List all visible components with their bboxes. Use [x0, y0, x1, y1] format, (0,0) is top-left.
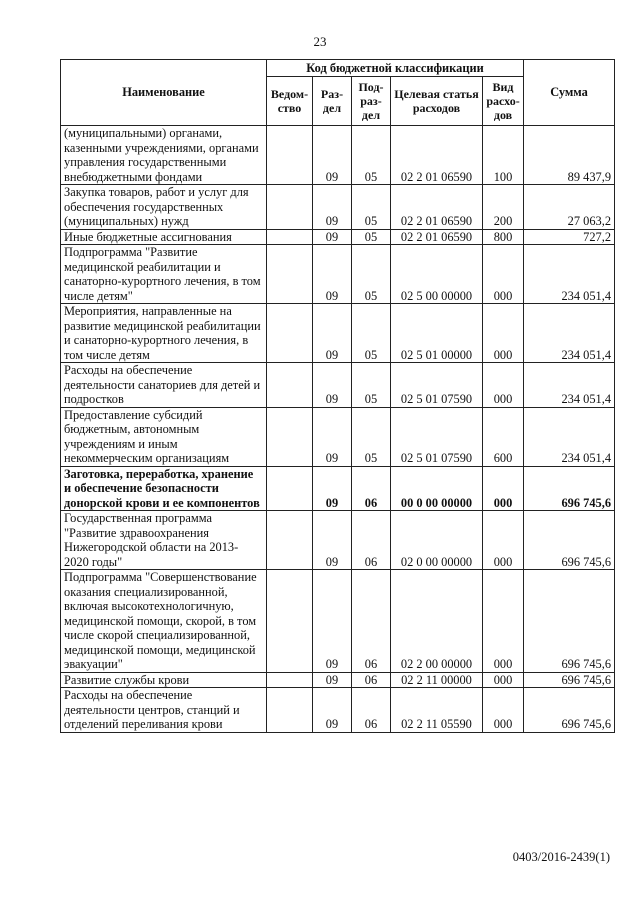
row-department [267, 245, 313, 304]
table-row [61, 466, 615, 511]
row-type: 600 [483, 407, 524, 466]
header-subsection: Под-раз-дел [352, 77, 391, 126]
row-subsection: 05 [352, 229, 391, 245]
row-target: 02 2 11 00000 [391, 672, 483, 688]
row-subsection: 06 [352, 570, 391, 673]
row-department [267, 688, 313, 733]
row-section: 09 [313, 363, 352, 408]
table-row [61, 570, 615, 673]
row-amount: 234 051,4 [524, 304, 615, 363]
row-amount: 696 745,6 [524, 688, 615, 733]
row-target: 02 5 01 00000 [391, 304, 483, 363]
header-section: Раз-дел [313, 77, 352, 126]
table-row [61, 304, 615, 363]
row-amount: 696 745,6 [524, 570, 615, 673]
row-department [267, 185, 313, 230]
budget-table [60, 59, 615, 733]
row-subsection: 06 [352, 688, 391, 733]
row-section: 09 [313, 245, 352, 304]
row-department [267, 407, 313, 466]
row-name: Подпрограмма "Совершенствование оказания специализированной, включая высокотехнологичную, медицинской помощи, скорой, в том числе скорой специализированной, медицинской помощи, медицинской эвакуации" [61, 570, 267, 673]
table-row [61, 688, 615, 733]
row-amount: 89 437,9 [524, 126, 615, 185]
row-name: Расходы на обеспечение деятельности санаториев для детей и подростков [61, 363, 267, 408]
row-subsection: 05 [352, 363, 391, 408]
row-section: 09 [313, 570, 352, 673]
table-row [61, 185, 615, 230]
row-section: 09 [313, 466, 352, 511]
table-row [61, 126, 615, 185]
row-department [267, 229, 313, 245]
row-amount: 696 745,6 [524, 466, 615, 511]
table-row [61, 363, 615, 408]
row-type: 100 [483, 126, 524, 185]
row-type: 000 [483, 466, 524, 511]
row-target: 02 2 00 00000 [391, 570, 483, 673]
row-department [267, 570, 313, 673]
row-type: 000 [483, 570, 524, 673]
row-department [267, 126, 313, 185]
header-amount: Сумма [524, 60, 615, 126]
row-name: Мероприятия, направленные на развитие медицинской реабилитации и санаторно-курортного лечения, в том числе детям [61, 304, 267, 363]
row-department [267, 363, 313, 408]
row-department [267, 466, 313, 511]
table-row [61, 407, 615, 466]
row-section: 09 [313, 126, 352, 185]
row-name: Подпрограмма "Развитие медицинской реабилитации и санаторно-курортного лечения, в том числе детям" [61, 245, 267, 304]
row-target: 02 2 01 06590 [391, 229, 483, 245]
table-row [61, 245, 615, 304]
row-name: Развитие службы крови [61, 672, 267, 688]
row-target: 02 0 00 00000 [391, 511, 483, 570]
row-section: 09 [313, 688, 352, 733]
row-section: 09 [313, 304, 352, 363]
row-type: 000 [483, 688, 524, 733]
row-section: 09 [313, 185, 352, 230]
table-row [61, 229, 615, 245]
row-target: 02 2 11 05590 [391, 688, 483, 733]
row-section: 09 [313, 511, 352, 570]
header-name: Наименование [61, 60, 267, 126]
row-name: (муниципальными) органами, казенными учреждениями, органами управления государственными внебюджетными фондами [61, 126, 267, 185]
row-target: 00 0 00 00000 [391, 466, 483, 511]
row-subsection: 05 [352, 126, 391, 185]
row-type: 000 [483, 304, 524, 363]
header-target: Целевая статья расходов [391, 77, 483, 126]
row-department [267, 304, 313, 363]
row-target: 02 2 01 06590 [391, 185, 483, 230]
row-amount: 696 745,6 [524, 672, 615, 688]
row-type: 800 [483, 229, 524, 245]
header-classification: Код бюджетной классификации [267, 60, 524, 77]
row-section: 09 [313, 229, 352, 245]
row-target: 02 2 01 06590 [391, 126, 483, 185]
row-amount: 234 051,4 [524, 245, 615, 304]
row-name: Закупка товаров, работ и услуг для обеспечения государственных (муниципальных) нужд [61, 185, 267, 230]
row-type: 200 [483, 185, 524, 230]
row-subsection: 05 [352, 407, 391, 466]
row-name: Расходы на обеспечение деятельности центров, станций и отделений переливания крови [61, 688, 267, 733]
row-amount: 234 051,4 [524, 363, 615, 408]
row-amount: 234 051,4 [524, 407, 615, 466]
document-code: 0403/2016-2439(1) [512, 850, 610, 864]
row-amount: 727,2 [524, 229, 615, 245]
row-section: 09 [313, 407, 352, 466]
row-target: 02 5 00 00000 [391, 245, 483, 304]
row-name: Государственная программа "Развитие здравоохранения Нижегородской области на 2013-2020 годы" [61, 511, 267, 570]
row-subsection: 06 [352, 466, 391, 511]
table-row [61, 672, 615, 688]
row-type: 000 [483, 245, 524, 304]
row-subsection: 05 [352, 304, 391, 363]
row-amount: 27 063,2 [524, 185, 615, 230]
page-number: 23 [313, 34, 327, 49]
row-name: Предоставление субсидий бюджетным, автономным учреждениям и иным некоммерческим организациям [61, 407, 267, 466]
row-target: 02 5 01 07590 [391, 407, 483, 466]
header-department: Ведом-ство [267, 77, 313, 126]
row-type: 000 [483, 511, 524, 570]
header-type: Вид расхо-дов [483, 77, 524, 126]
row-subsection: 06 [352, 511, 391, 570]
row-type: 000 [483, 672, 524, 688]
row-name: Заготовка, переработка, хранение и обеспечение безопасности донорской крови и ее компонентов [61, 466, 267, 511]
table-body [61, 126, 615, 733]
row-department [267, 672, 313, 688]
row-subsection: 05 [352, 245, 391, 304]
row-name: Иные бюджетные ассигнования [61, 229, 267, 245]
row-type: 000 [483, 363, 524, 408]
row-subsection: 05 [352, 185, 391, 230]
row-target: 02 5 01 07590 [391, 363, 483, 408]
row-section: 09 [313, 672, 352, 688]
table-row [61, 511, 615, 570]
row-department [267, 511, 313, 570]
row-subsection: 06 [352, 672, 391, 688]
row-amount: 696 745,6 [524, 511, 615, 570]
